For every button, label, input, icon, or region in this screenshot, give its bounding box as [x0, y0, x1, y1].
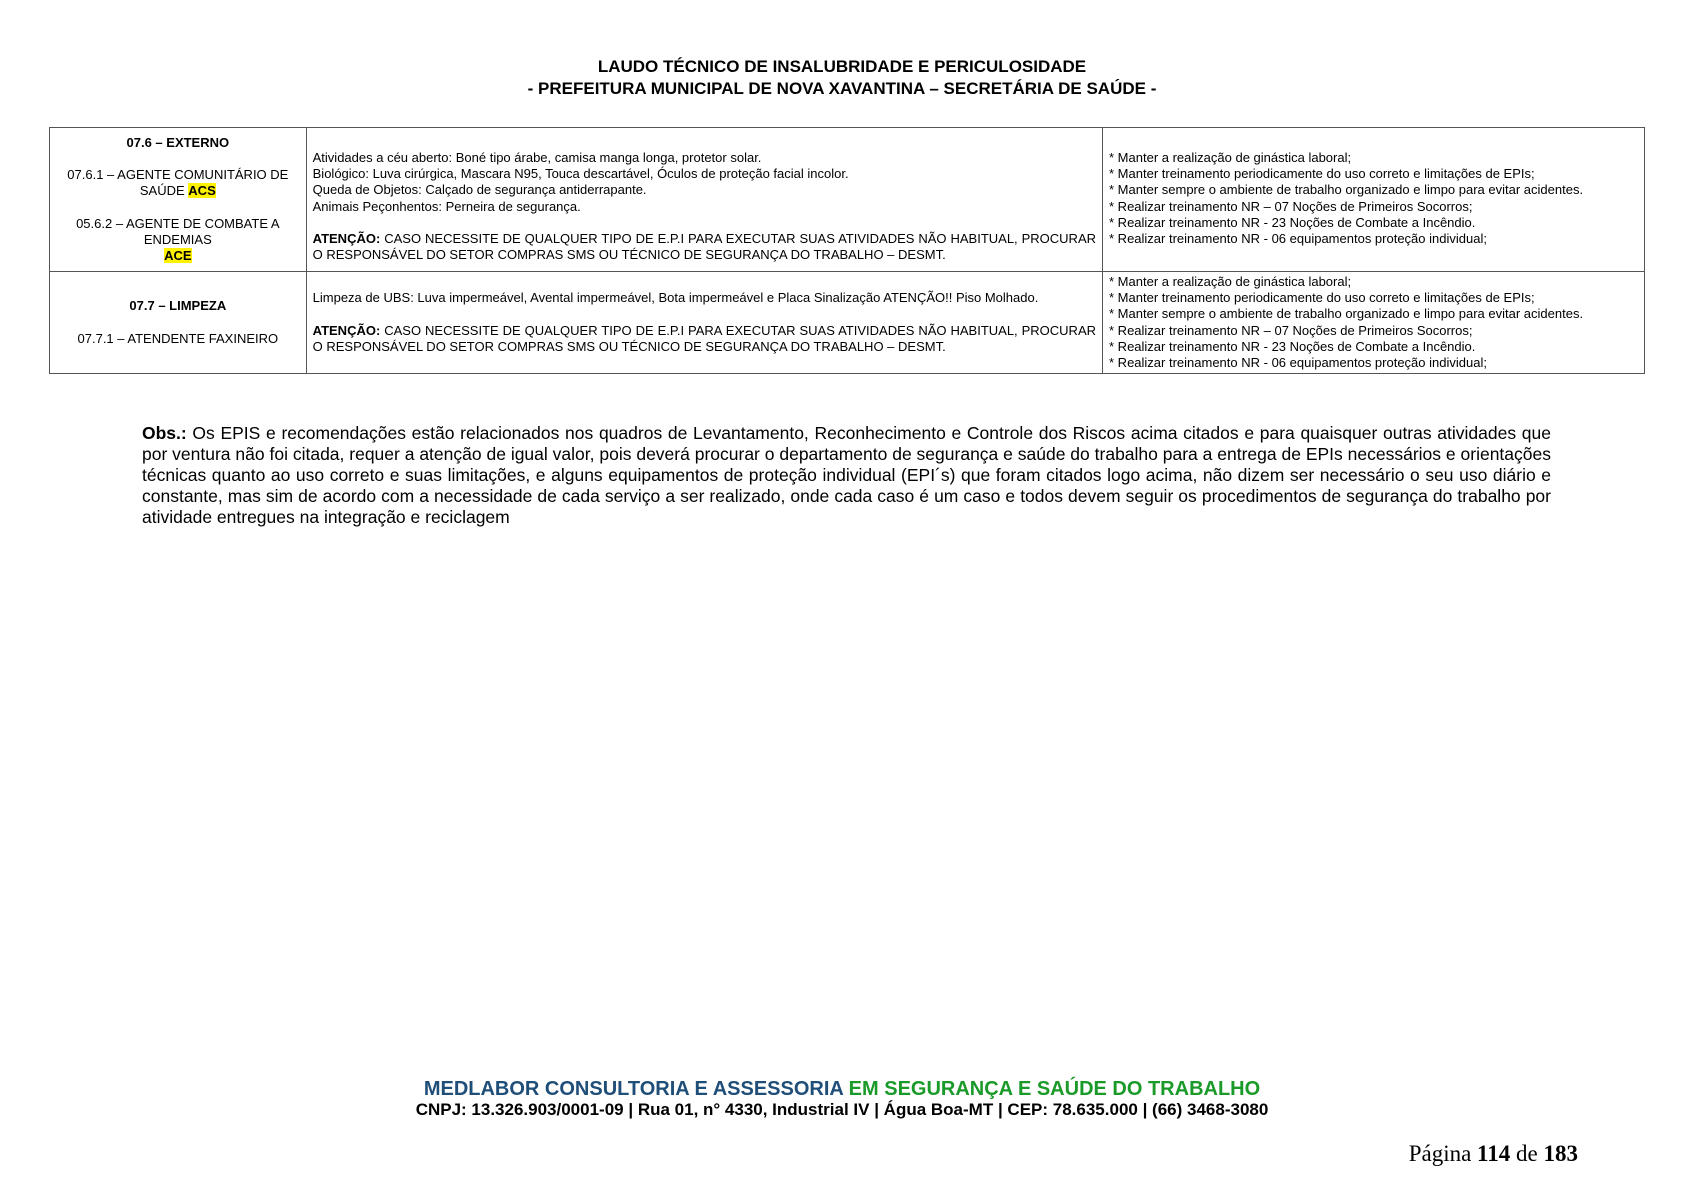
recommendation-item: * Realizar treinamento NR – 07 Noções de Primeiros Socorros; — [1109, 322, 1473, 338]
company-name — [0, 1077, 1684, 1101]
recommendation-item: * Realizar treinamento NR - 06 equipamentos proteção individual; — [1109, 355, 1487, 371]
recommendation-item: * Realizar treinamento NR – 07 Noções de Primeiros Socorros; — [1109, 198, 1473, 214]
role-cell — [50, 128, 307, 272]
document-title: LAUDO TÉCNICO DE INSALUBRIDADE E PERICULOSIDADE — [597, 57, 1087, 76]
role-cell — [50, 272, 307, 374]
recommendations-cell — [1103, 272, 1645, 374]
epi-item: Atividades a céu aberto: Boné tipo árabe, camisa manga longa, protetor solar. — [312, 149, 762, 165]
section-title: 07.6 – EXTERNO — [126, 134, 230, 150]
epi-item: Animais Peçonhentos: Perneira de segurança. — [312, 198, 581, 214]
obs-label: Obs.: — [142, 423, 187, 443]
recommendation-item: * Manter treinamento periodicamente do uso correto e limitações de EPIs; — [1109, 166, 1535, 182]
recommendations-cell — [1103, 128, 1645, 272]
epi-cell — [306, 272, 1102, 374]
document-subtitle: - PREFEITURA MUNICIPAL DE NOVA XAVANTINA – SECRETÁRIA DE SAÚDE - — [527, 79, 1157, 98]
obs-text: Os EPIS e recomendações estão relacionados nos quadros de Levantamento, Reconhecimento e Controle dos Riscos acima citados e para quaisquer outras atividades que por ventura não foi citada, requer a atenção de igual valor, pois deverá procurar o departamento de segurança e saúde do trabalho para a entrega de EPIs necessários e orientações técnicas quanto ao uso correto e suas limitações, e alguns equipamentos de proteção individual (EPI´s) que foram citados logo acima, não dizem ser necessário o seu uso diário e constante, mas sim de acordo com a necessidade de cada serviço a ser realizado, onde cada caso é um caso e todos devem seguir os procedimentos de segurança do trabalho por atividade entregues na integração e reciclagem — [142, 423, 1551, 527]
recommendation-item: * Manter treinamento periodicamente do uso correto e limitações de EPIs; — [1109, 290, 1535, 306]
recommendation-item: * Manter a realização de ginástica laboral; — [1109, 274, 1352, 289]
recommendation-item: * Manter sempre o ambiente de trabalho organizado e limpo para evitar acidentes. — [1109, 182, 1584, 198]
epi-item: Limpeza de UBS: Luva impermeável, Avental impermeável, Bota impermeável e Placa Sinalização ATENÇÃO!! Piso Molhado. — [312, 290, 1039, 306]
recommendation-item: * Manter a realização de ginástica laboral; — [1109, 150, 1352, 165]
company-name-part2: EM SEGURANÇA E SAÚDE DO TRABALHO — [848, 1078, 1261, 1100]
epi-cell — [306, 128, 1102, 272]
epi-item: Biológico: Luva cirúrgica, Mascara N95, Touca descartável, Óculos de proteção facial incolor. — [312, 166, 849, 182]
role-tag-badge: ACS — [188, 183, 216, 199]
company-name-part1: MEDLABOR CONSULTORIA E ASSESSORIA — [423, 1078, 844, 1100]
epi-item: Queda de Objetos: Calçado de segurança antiderrapante. — [312, 182, 647, 198]
page-current: 114 — [1477, 1141, 1511, 1166]
page-number: Página 114 de 183 — [1408, 1141, 1578, 1166]
section-title: 07.7 – LIMPEZA — [129, 298, 227, 314]
recommendation-item: * Realizar treinamento NR - 23 Noções de Combate a Incêndio. — [1109, 338, 1476, 354]
role-tag-badge: ACE — [164, 247, 192, 263]
recommendation-item: * Manter sempre o ambiente de trabalho organizado e limpo para evitar acidentes. — [1109, 306, 1584, 322]
role-name: 05.6.2 – AGENTE DE COMBATE A ENDEMIAS — [76, 215, 280, 247]
role-name: 07.6.1 – AGENTE COMUNITÁRIO DE SAÚDE ACS — [67, 167, 289, 199]
attention-note: ATENÇÃO: CASO NECESSITE DE QUALQUER TIPO DE E.P.I PARA EXECUTAR SUAS ATIVIDADES NÃO HABITUAL, PROCURAR O RESPONSÁVEL DO SETOR COMPRAS SMS OU TÉCNICO DE SEGURANÇA DO TRABALHO – DESMT. — [312, 230, 1097, 262]
attention-note: ATENÇÃO: CASO NECESSITE DE QUALQUER TIPO DE E.P.I PARA EXECUTAR SUAS ATIVIDADES NÃO HABITUAL, PROCURAR O RESPONSÁVEL DO SETOR COMPRAS SMS OU TÉCNICO DE SEGURANÇA DO TRABALHO – DESMT. — [312, 322, 1097, 354]
page-total: 183 — [1543, 1141, 1578, 1166]
company-address: CNPJ: 13.326.903/0001-09 | Rua 01, n° 4330, Industrial IV | Água Boa-MT | CEP: 78.635.000 | (66) 3468-3080 — [415, 1100, 1269, 1119]
table-row — [50, 128, 1645, 272]
recommendation-item: * Realizar treinamento NR - 06 equipamentos proteção individual; — [1109, 231, 1487, 247]
observation-paragraph — [142, 423, 1551, 528]
risk-control-table — [49, 127, 1645, 374]
role-name: 07.7.1 – ATENDENTE FAXINEIRO — [77, 330, 279, 346]
recommendation-item: * Realizar treinamento NR - 23 Noções de Combate a Incêndio. — [1109, 214, 1476, 230]
table-row — [50, 272, 1645, 374]
